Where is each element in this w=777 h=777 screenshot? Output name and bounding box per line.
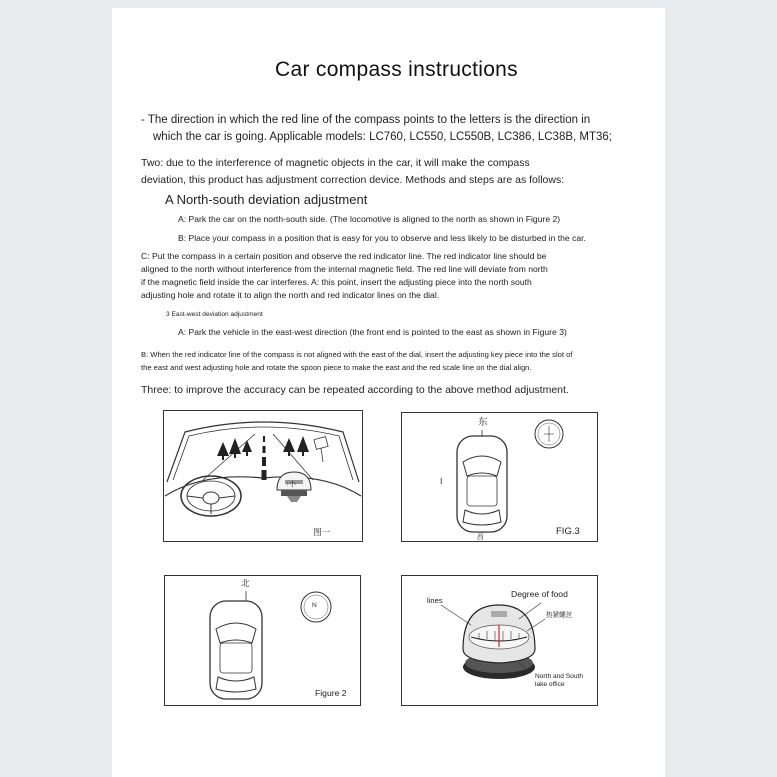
ns-step-c-line4: adjusting hole and rotate it to align the north and red indicator lines on the dial. [141,290,440,300]
figure-2-north-car [164,575,361,706]
ew-step-b-line1: B: When the red indicator line of the compass is not aligned with the east of the dial, insert the adjusting key piece into the slot of [141,350,573,359]
para1-line2: which the car is going. Applicable models: LC760, LC550, LC550B, LC386, LC38B, MT36; [153,131,612,143]
figure-3-side-mark: I [440,476,443,486]
figure-4-compass-detail [401,575,598,706]
figure-4-ns-label-1: North and South [535,673,584,680]
figure-2-top-label: 北 [241,578,250,588]
figure-3-label: FIG.3 [556,526,580,537]
para3: Three: to improve the accuracy can be repeated according to the above method adjustment. [141,384,569,396]
ns-step-c-line2: aligned to the north without interference from the internal magnetic field. The red line will deviate from north [141,264,548,274]
figure-3-top-label: 东 [478,417,488,428]
ew-step-b-line2: the east and west adjusting hole and rotate the spoon piece to make the east and the red scale line on the dial align. [141,363,532,372]
figure-4-degree-label: Degree of food [511,589,568,599]
figure-1-compass-mark: ↑小 [286,481,296,488]
ns-step-c-line1: C: Put the compass in a certain position and observe the red indicator line. The red indicator line should be [141,251,547,261]
figure-1-dashboard [163,410,363,542]
figure-2-dial-letter: N [312,602,317,609]
figure-2-label: Figure 2 [315,688,347,698]
ns-step-c-line3: if the magnetic field inside the car interferes. A: this point, insert the adjusting piece into the north south [141,277,532,287]
figure-3-bottom-label: 西 [477,534,484,541]
ew-heading: 3 East-west deviation adjustment [166,311,263,318]
ns-step-a: A: Park the car on the north-south side. (The locomotive is aligned to the north as shown in Figure 2) [178,214,561,224]
page-title: Car compass instructions [275,58,518,81]
figure-4-lines-label: lines [427,596,443,605]
ew-step-a: A: Park the vehicle in the east-west direction (the front end is pointed to the east as shown in Figure 3) [178,327,567,337]
figure-1-label: 图一 [313,527,331,537]
figure-4-screw-label: 热紧螺丝 [546,612,573,619]
para2-line2: deviation, this product has adjustment correction device. Methods and steps are as follows: [141,174,565,186]
para2-line1: Two: due to the interference of magnetic objects in the car, it will make the compass [141,157,530,169]
figure-3-east-car [401,412,598,542]
ns-step-b: B: Place your compass in a position that is easy for you to observe and less likely to be disturbed in the car. [178,233,586,243]
ns-heading: A North-south deviation adjustment [165,192,368,207]
figure-4-ns-label-2: lake office [535,681,565,688]
para1-line1: - The direction in which the red line of the compass points to the letters is the direction in [141,114,591,126]
